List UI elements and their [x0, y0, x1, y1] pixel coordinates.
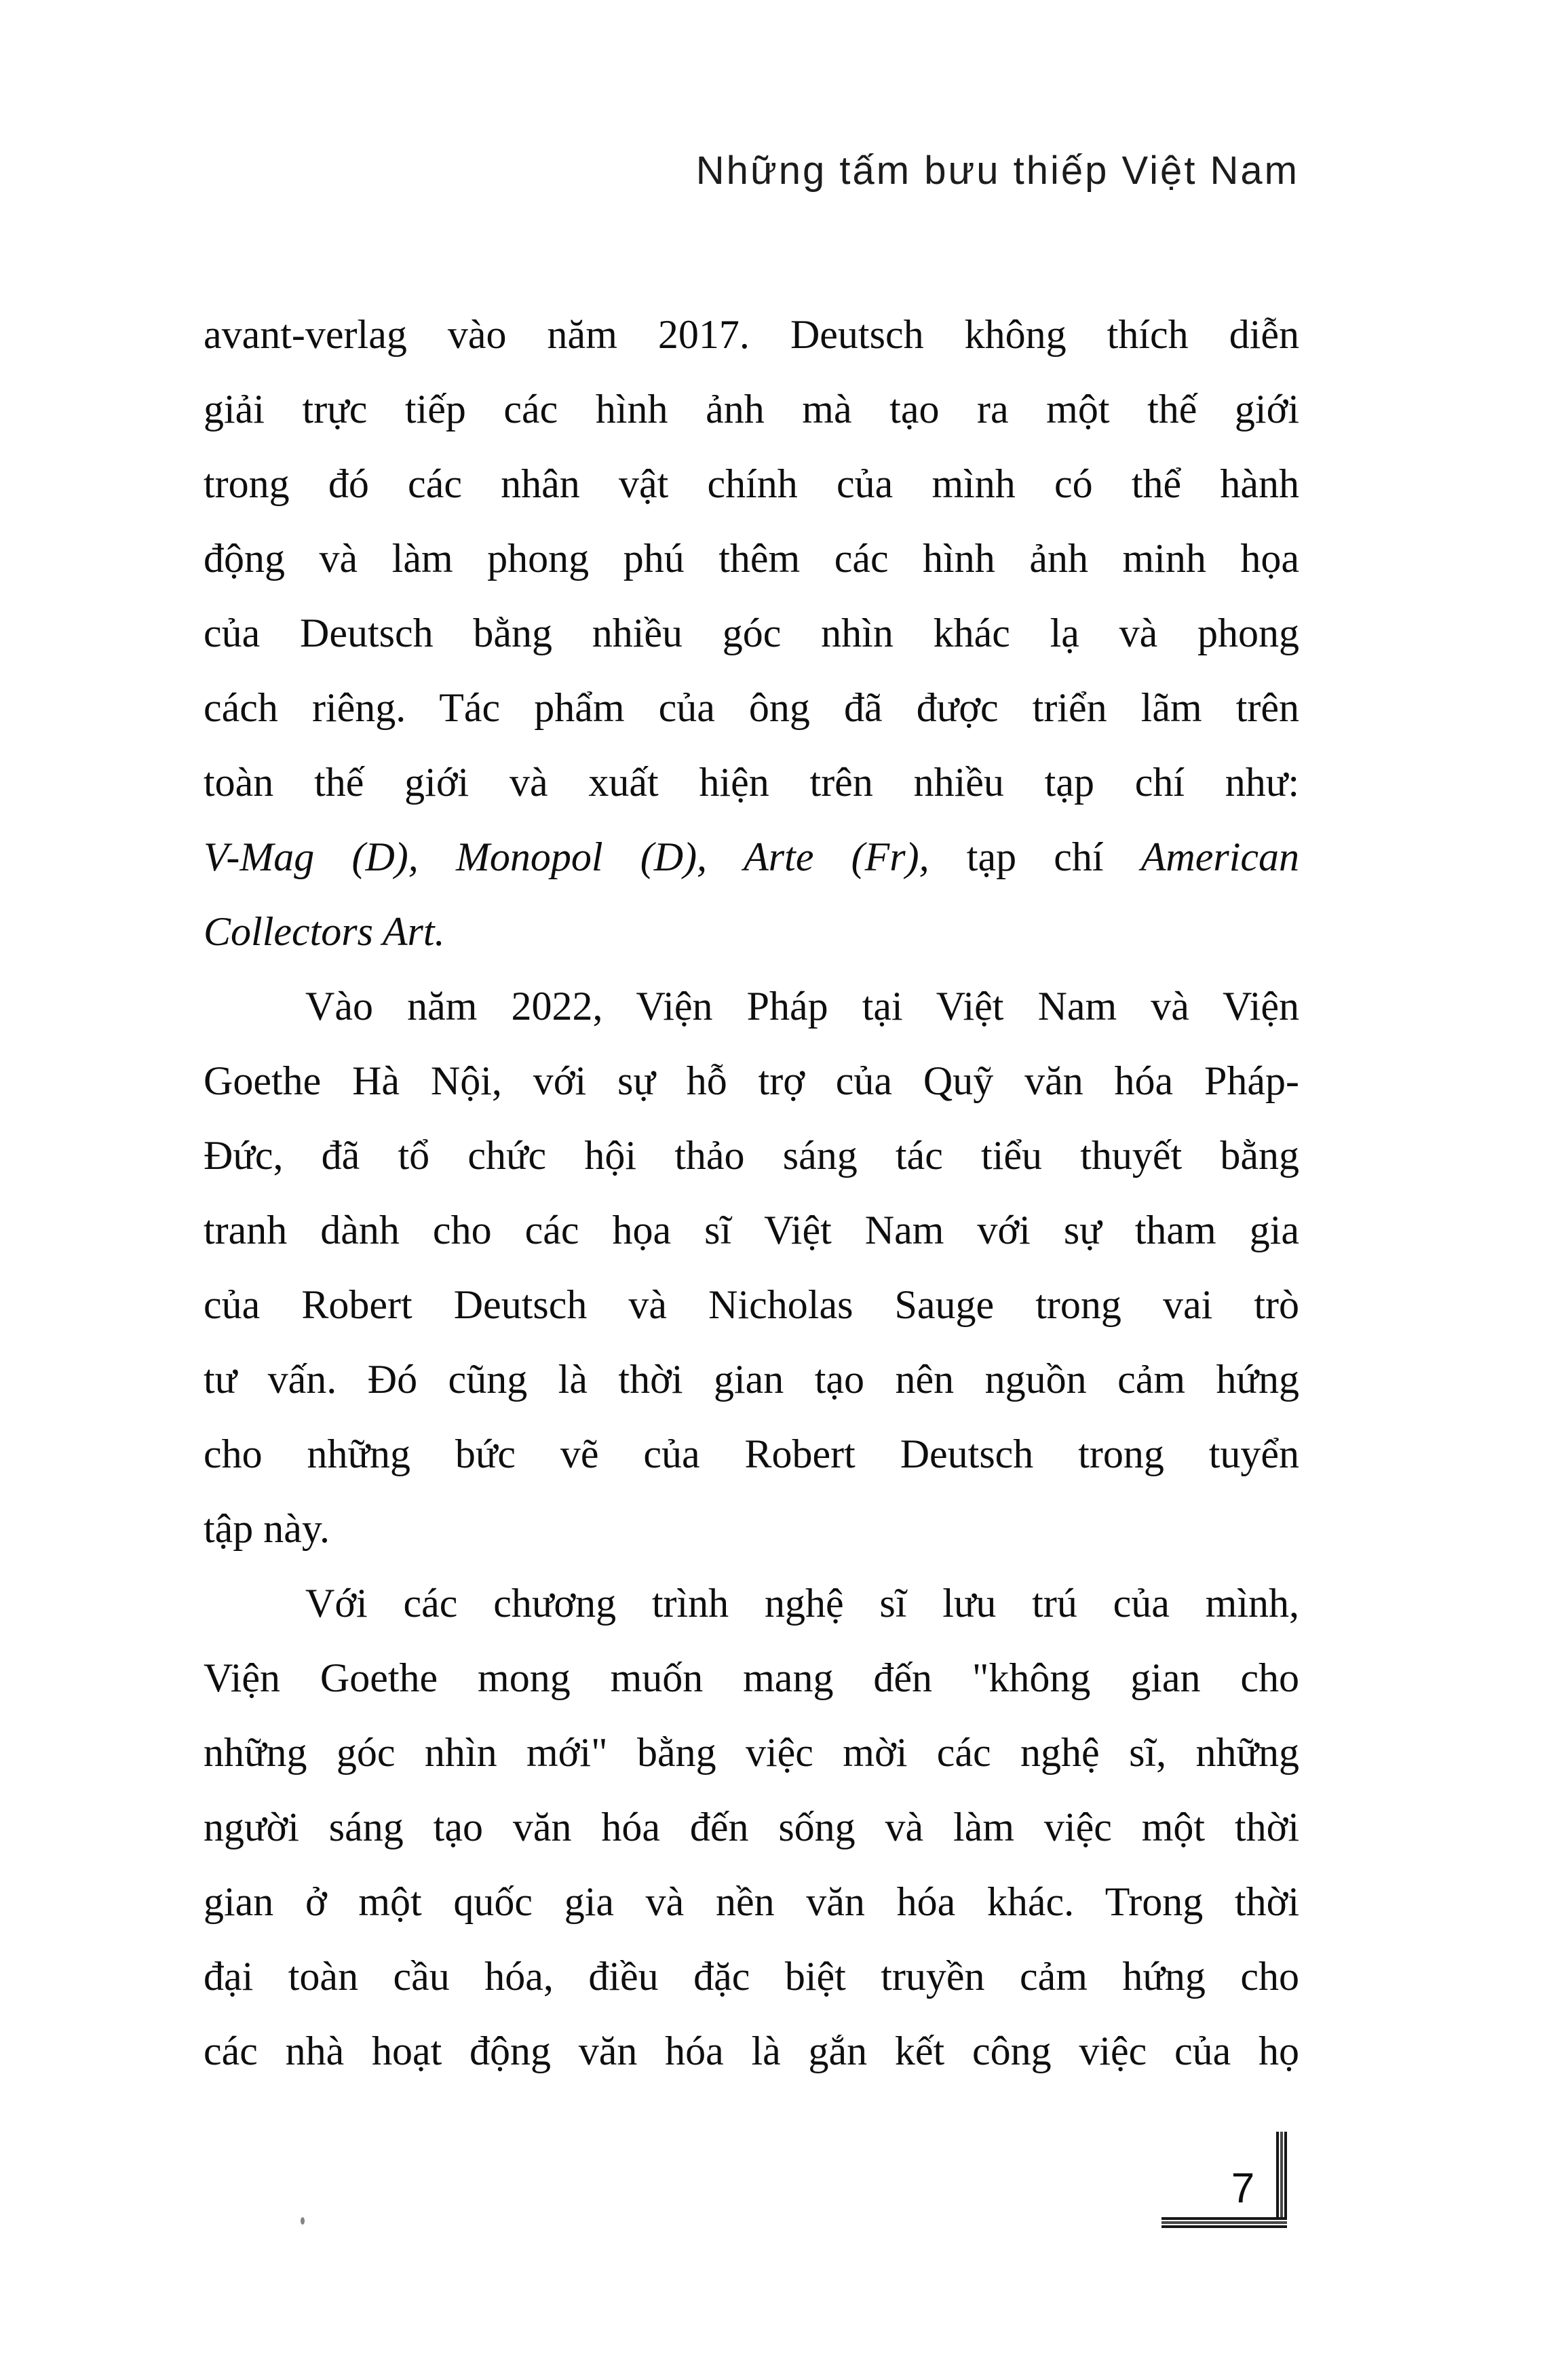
text-run: Viện Goethe mong muốn mang đến "không gian cho [204, 1655, 1299, 1700]
text-run: tranh dành cho các họa sĩ Việt Nam với sự tham gia [204, 1208, 1299, 1252]
paragraph [204, 969, 1299, 1566]
body-line [204, 2014, 1299, 2088]
body-line [204, 1193, 1299, 1267]
text-run: Vào năm 2022, Viện Pháp tại Việt Nam và Viện [305, 984, 1299, 1029]
header-title: Những tấm bưu thiếp Việt Nam [695, 149, 1299, 193]
body-line [204, 372, 1299, 446]
body-line [204, 297, 1299, 372]
text-run: toàn thế giới và xuất hiện trên nhiều tạp chí như: [204, 760, 1299, 805]
text-run: của Robert Deutsch và Nicholas Sauge trong vai trò [204, 1282, 1299, 1327]
text-run: người sáng tạo văn hóa đến sống và làm việc một thời [204, 1805, 1299, 1849]
text-run: cách riêng. Tác phẩm của ông đã được triển lãm trên [204, 685, 1299, 730]
body-line [204, 969, 1299, 1043]
body-line [204, 1267, 1299, 1342]
body-line [204, 1715, 1299, 1790]
text-run: của Deutsch bằng nhiều góc nhìn khác lạ và phong [204, 611, 1299, 655]
body-text [204, 297, 1299, 2088]
italic-text-run: V-Mag (D), Monopol (D), Arte (Fr), [204, 834, 929, 879]
text-run: cho những bức vẽ của Robert Deutsch trong tuyển [204, 1432, 1299, 1476]
body-line [204, 894, 1299, 969]
text-run: giải trực tiếp các hình ảnh mà tạo ra một thế giới [204, 387, 1299, 431]
text-run: Đức, đã tổ chức hội thảo sáng tác tiểu thuyết bằng [204, 1133, 1299, 1178]
text-run: tư vấn. Đó cũng là thời gian tạo nên nguồn cảm hứng [204, 1357, 1299, 1402]
text-run: đại toàn cầu hóa, điều đặc biệt truyền cảm hứng cho [204, 1954, 1299, 1999]
italic-text-run: Collectors Art. [204, 909, 445, 954]
body-line [204, 670, 1299, 745]
paragraph [204, 297, 1299, 969]
corner-bracket-horizontal-line [1162, 2217, 1287, 2228]
corner-bracket-vertical-line [1276, 2132, 1287, 2228]
page-header [204, 148, 1299, 193]
body-line [204, 1417, 1299, 1491]
text-run: những góc nhìn mới" bằng việc mời các nghệ sĩ, những [204, 1730, 1299, 1775]
paragraph [204, 1566, 1299, 2088]
body-line [204, 1043, 1299, 1118]
body-line [204, 1491, 1299, 1566]
text-run: trong đó các nhân vật chính của mình có thể hành [204, 461, 1299, 506]
text-run: avant-verlag vào năm 2017. Deutsch không thích diễn [204, 312, 1299, 357]
text-run: Goethe Hà Nội, với sự hỗ trợ của Quỹ văn hóa Pháp- [204, 1058, 1299, 1103]
text-run: động và làm phong phú thêm các hình ảnh minh họa [204, 536, 1299, 581]
body-line [204, 1939, 1299, 2014]
scan-speck [301, 2217, 305, 2225]
body-line [204, 820, 1299, 894]
body-line [204, 1118, 1299, 1193]
body-line [204, 745, 1299, 820]
body-line [204, 596, 1299, 670]
text-run: Với các chương trình nghệ sĩ lưu trú của mình, [305, 1581, 1299, 1626]
body-line [204, 1864, 1299, 1939]
body-line [204, 1566, 1299, 1640]
body-line [204, 521, 1299, 596]
body-line [204, 1640, 1299, 1715]
text-run: tạp chí [929, 834, 1141, 879]
body-line [204, 446, 1299, 521]
page-number: 7 [1231, 2165, 1255, 2212]
italic-text-run: American [1140, 834, 1299, 879]
body-line [204, 1790, 1299, 1864]
text-run: các nhà hoạt động văn hóa là gắn kết công việc của họ [204, 2029, 1299, 2073]
text-run: tập này. [204, 1506, 330, 1551]
text-run: gian ở một quốc gia và nền văn hóa khác. Trong thời [204, 1879, 1299, 1924]
body-line [204, 1342, 1299, 1417]
